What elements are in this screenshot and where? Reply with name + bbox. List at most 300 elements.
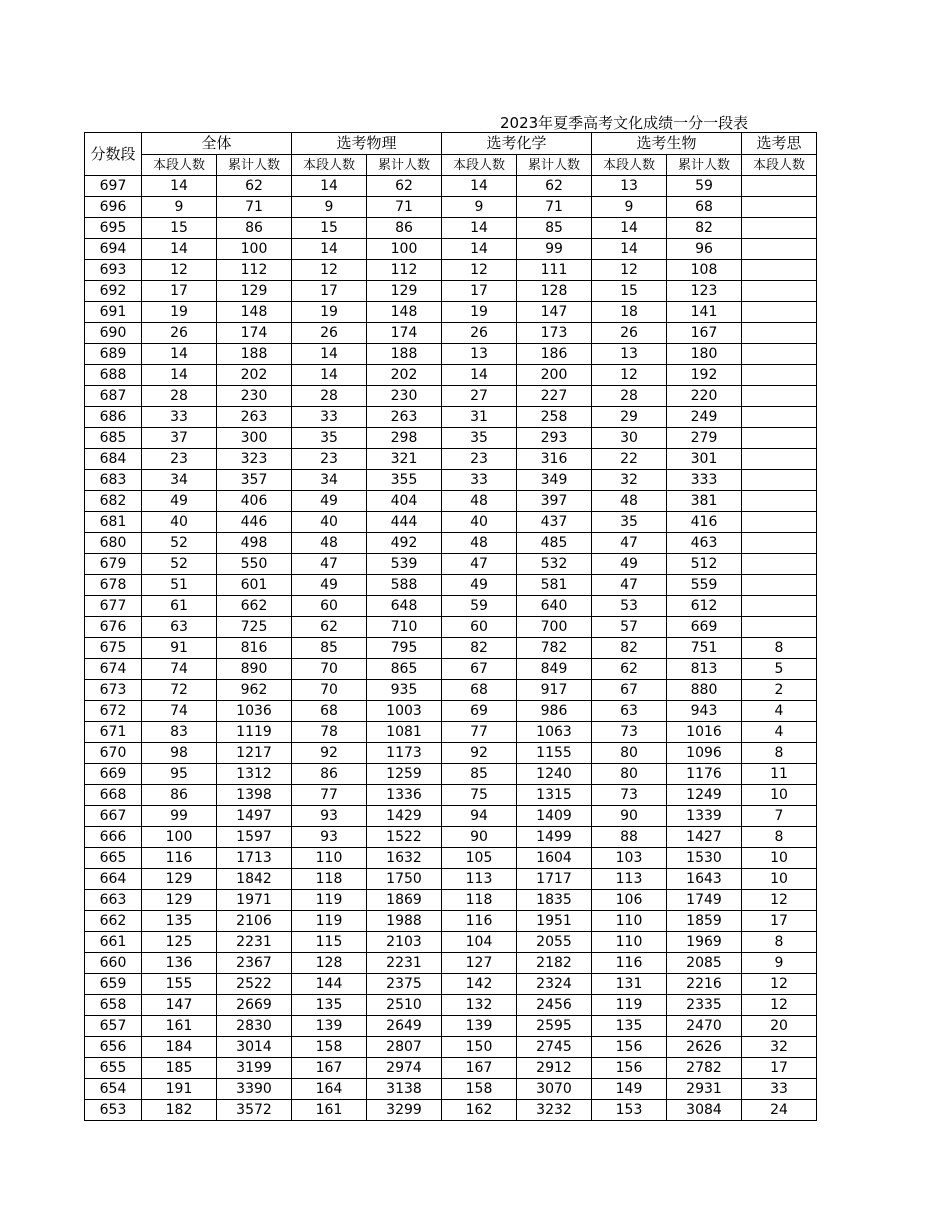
biology-cumulative-cell: 141 bbox=[667, 302, 742, 323]
physics-cumulative-cell: 3138 bbox=[367, 1079, 442, 1100]
chemistry-cumulative-cell: 293 bbox=[517, 428, 592, 449]
all-segment-cell: 86 bbox=[142, 785, 217, 806]
all-segment-cell: 136 bbox=[142, 953, 217, 974]
score-cell: 673 bbox=[85, 680, 142, 701]
physics-cumulative-cell: 62 bbox=[367, 176, 442, 197]
table-row bbox=[85, 344, 817, 365]
chemistry-cumulative-cell: 3232 bbox=[517, 1100, 592, 1121]
politics-segment-cell bbox=[742, 197, 817, 218]
all-segment-cell: 74 bbox=[142, 701, 217, 722]
all-cumulative-cell: 3390 bbox=[217, 1079, 292, 1100]
physics-cumulative-cell: 1003 bbox=[367, 701, 442, 722]
chemistry-cumulative-cell: 1409 bbox=[517, 806, 592, 827]
table-row bbox=[85, 176, 817, 197]
chemistry-cumulative-cell: 147 bbox=[517, 302, 592, 323]
sub-header: 累计人数 bbox=[517, 155, 592, 176]
score-cell: 672 bbox=[85, 701, 142, 722]
all-cumulative-cell: 550 bbox=[217, 554, 292, 575]
physics-segment-cell: 93 bbox=[292, 806, 367, 827]
chemistry-segment-cell: 49 bbox=[442, 575, 517, 596]
chemistry-segment-cell: 68 bbox=[442, 680, 517, 701]
table-row bbox=[85, 638, 817, 659]
sub-header: 本段人数 bbox=[742, 155, 817, 176]
politics-segment-cell bbox=[742, 176, 817, 197]
table-row bbox=[85, 869, 817, 890]
sub-header: 累计人数 bbox=[367, 155, 442, 176]
chemistry-segment-cell: 118 bbox=[442, 890, 517, 911]
physics-segment-cell: 26 bbox=[292, 323, 367, 344]
physics-segment-cell: 70 bbox=[292, 659, 367, 680]
all-cumulative-cell: 2367 bbox=[217, 953, 292, 974]
physics-cumulative-cell: 2103 bbox=[367, 932, 442, 953]
biology-segment-cell: 9 bbox=[592, 197, 667, 218]
score-cell: 674 bbox=[85, 659, 142, 680]
politics-segment-cell bbox=[742, 386, 817, 407]
biology-segment-cell: 62 bbox=[592, 659, 667, 680]
score-cell: 655 bbox=[85, 1058, 142, 1079]
chemistry-segment-cell: 23 bbox=[442, 449, 517, 470]
politics-segment-cell bbox=[742, 365, 817, 386]
biology-segment-cell: 135 bbox=[592, 1016, 667, 1037]
physics-cumulative-cell: 795 bbox=[367, 638, 442, 659]
physics-cumulative-cell: 444 bbox=[367, 512, 442, 533]
chemistry-cumulative-cell: 2182 bbox=[517, 953, 592, 974]
chemistry-cumulative-cell: 186 bbox=[517, 344, 592, 365]
table-body bbox=[85, 176, 817, 1121]
biology-cumulative-cell: 82 bbox=[667, 218, 742, 239]
all-segment-cell: 147 bbox=[142, 995, 217, 1016]
biology-segment-cell: 82 bbox=[592, 638, 667, 659]
chemistry-segment-cell: 116 bbox=[442, 911, 517, 932]
politics-segment-cell bbox=[742, 596, 817, 617]
biology-cumulative-cell: 512 bbox=[667, 554, 742, 575]
score-cell: 659 bbox=[85, 974, 142, 995]
physics-cumulative-cell: 355 bbox=[367, 470, 442, 491]
chemistry-cumulative-cell: 173 bbox=[517, 323, 592, 344]
all-segment-cell: 52 bbox=[142, 533, 217, 554]
chemistry-segment-cell: 150 bbox=[442, 1037, 517, 1058]
biology-cumulative-cell: 1427 bbox=[667, 827, 742, 848]
physics-cumulative-cell: 2231 bbox=[367, 953, 442, 974]
physics-segment-cell: 70 bbox=[292, 680, 367, 701]
politics-segment-cell bbox=[742, 470, 817, 491]
group-header-chemistry: 选考化学 bbox=[442, 133, 592, 155]
biology-cumulative-cell: 3084 bbox=[667, 1100, 742, 1121]
table-row bbox=[85, 827, 817, 848]
physics-cumulative-cell: 112 bbox=[367, 260, 442, 281]
biology-cumulative-cell: 751 bbox=[667, 638, 742, 659]
chemistry-segment-cell: 14 bbox=[442, 239, 517, 260]
physics-segment-cell: 93 bbox=[292, 827, 367, 848]
chemistry-cumulative-cell: 99 bbox=[517, 239, 592, 260]
chemistry-cumulative-cell: 986 bbox=[517, 701, 592, 722]
biology-cumulative-cell: 333 bbox=[667, 470, 742, 491]
biology-cumulative-cell: 813 bbox=[667, 659, 742, 680]
biology-segment-cell: 57 bbox=[592, 617, 667, 638]
politics-segment-cell bbox=[742, 491, 817, 512]
biology-segment-cell: 113 bbox=[592, 869, 667, 890]
chemistry-segment-cell: 67 bbox=[442, 659, 517, 680]
chemistry-cumulative-cell: 437 bbox=[517, 512, 592, 533]
score-cell: 676 bbox=[85, 617, 142, 638]
physics-cumulative-cell: 648 bbox=[367, 596, 442, 617]
biology-segment-cell: 29 bbox=[592, 407, 667, 428]
chemistry-segment-cell: 90 bbox=[442, 827, 517, 848]
score-cell: 660 bbox=[85, 953, 142, 974]
chemistry-segment-cell: 35 bbox=[442, 428, 517, 449]
physics-cumulative-cell: 129 bbox=[367, 281, 442, 302]
all-cumulative-cell: 725 bbox=[217, 617, 292, 638]
all-cumulative-cell: 1597 bbox=[217, 827, 292, 848]
politics-segment-cell: 9 bbox=[742, 953, 817, 974]
biology-cumulative-cell: 1859 bbox=[667, 911, 742, 932]
biology-segment-cell: 80 bbox=[592, 743, 667, 764]
biology-segment-cell: 32 bbox=[592, 470, 667, 491]
physics-cumulative-cell: 321 bbox=[367, 449, 442, 470]
politics-segment-cell bbox=[742, 554, 817, 575]
biology-cumulative-cell: 669 bbox=[667, 617, 742, 638]
biology-segment-cell: 15 bbox=[592, 281, 667, 302]
score-cell: 691 bbox=[85, 302, 142, 323]
all-segment-cell: 182 bbox=[142, 1100, 217, 1121]
all-segment-cell: 19 bbox=[142, 302, 217, 323]
chemistry-cumulative-cell: 62 bbox=[517, 176, 592, 197]
chemistry-cumulative-cell: 128 bbox=[517, 281, 592, 302]
table-row bbox=[85, 617, 817, 638]
physics-cumulative-cell: 865 bbox=[367, 659, 442, 680]
physics-segment-cell: 161 bbox=[292, 1100, 367, 1121]
chemistry-cumulative-cell: 485 bbox=[517, 533, 592, 554]
physics-segment-cell: 77 bbox=[292, 785, 367, 806]
biology-cumulative-cell: 180 bbox=[667, 344, 742, 365]
table-row bbox=[85, 470, 817, 491]
chemistry-segment-cell: 142 bbox=[442, 974, 517, 995]
biology-segment-cell: 12 bbox=[592, 365, 667, 386]
chemistry-cumulative-cell: 316 bbox=[517, 449, 592, 470]
score-cell: 656 bbox=[85, 1037, 142, 1058]
chemistry-segment-cell: 48 bbox=[442, 533, 517, 554]
chemistry-segment-cell: 104 bbox=[442, 932, 517, 953]
biology-segment-cell: 13 bbox=[592, 344, 667, 365]
all-cumulative-cell: 2830 bbox=[217, 1016, 292, 1037]
all-cumulative-cell: 62 bbox=[217, 176, 292, 197]
score-cell: 677 bbox=[85, 596, 142, 617]
biology-segment-cell: 12 bbox=[592, 260, 667, 281]
physics-cumulative-cell: 263 bbox=[367, 407, 442, 428]
chemistry-cumulative-cell: 1240 bbox=[517, 764, 592, 785]
physics-cumulative-cell: 100 bbox=[367, 239, 442, 260]
all-cumulative-cell: 86 bbox=[217, 218, 292, 239]
table-row bbox=[85, 974, 817, 995]
score-cell: 670 bbox=[85, 743, 142, 764]
biology-cumulative-cell: 192 bbox=[667, 365, 742, 386]
physics-segment-cell: 68 bbox=[292, 701, 367, 722]
all-cumulative-cell: 148 bbox=[217, 302, 292, 323]
sub-header: 累计人数 bbox=[667, 155, 742, 176]
physics-cumulative-cell: 202 bbox=[367, 365, 442, 386]
biology-segment-cell: 14 bbox=[592, 239, 667, 260]
biology-segment-cell: 149 bbox=[592, 1079, 667, 1100]
all-segment-cell: 125 bbox=[142, 932, 217, 953]
all-cumulative-cell: 71 bbox=[217, 197, 292, 218]
politics-segment-cell bbox=[742, 302, 817, 323]
all-cumulative-cell: 446 bbox=[217, 512, 292, 533]
biology-segment-cell: 131 bbox=[592, 974, 667, 995]
all-cumulative-cell: 662 bbox=[217, 596, 292, 617]
biology-cumulative-cell: 1749 bbox=[667, 890, 742, 911]
all-segment-cell: 34 bbox=[142, 470, 217, 491]
chemistry-segment-cell: 167 bbox=[442, 1058, 517, 1079]
all-segment-cell: 100 bbox=[142, 827, 217, 848]
group-header-biology: 选考生物 bbox=[592, 133, 742, 155]
physics-segment-cell: 14 bbox=[292, 239, 367, 260]
chemistry-segment-cell: 92 bbox=[442, 743, 517, 764]
table-row bbox=[85, 806, 817, 827]
chemistry-segment-cell: 69 bbox=[442, 701, 517, 722]
physics-segment-cell: 49 bbox=[292, 575, 367, 596]
all-cumulative-cell: 1217 bbox=[217, 743, 292, 764]
score-cell: 657 bbox=[85, 1016, 142, 1037]
all-segment-cell: 28 bbox=[142, 386, 217, 407]
biology-segment-cell: 153 bbox=[592, 1100, 667, 1121]
physics-cumulative-cell: 2974 bbox=[367, 1058, 442, 1079]
physics-segment-cell: 33 bbox=[292, 407, 367, 428]
physics-segment-cell: 139 bbox=[292, 1016, 367, 1037]
biology-segment-cell: 110 bbox=[592, 932, 667, 953]
politics-segment-cell: 24 bbox=[742, 1100, 817, 1121]
chemistry-cumulative-cell: 2324 bbox=[517, 974, 592, 995]
all-segment-cell: 15 bbox=[142, 218, 217, 239]
chemistry-segment-cell: 60 bbox=[442, 617, 517, 638]
score-cell: 693 bbox=[85, 260, 142, 281]
table-row bbox=[85, 386, 817, 407]
table-row bbox=[85, 239, 817, 260]
physics-segment-cell: 86 bbox=[292, 764, 367, 785]
physics-segment-cell: 135 bbox=[292, 995, 367, 1016]
score-cell: 663 bbox=[85, 890, 142, 911]
table-row bbox=[85, 1100, 817, 1121]
all-segment-cell: 33 bbox=[142, 407, 217, 428]
all-cumulative-cell: 323 bbox=[217, 449, 292, 470]
biology-cumulative-cell: 68 bbox=[667, 197, 742, 218]
politics-segment-cell: 8 bbox=[742, 638, 817, 659]
score-column-header: 分数段 bbox=[85, 133, 142, 176]
biology-cumulative-cell: 59 bbox=[667, 176, 742, 197]
physics-cumulative-cell: 1081 bbox=[367, 722, 442, 743]
chemistry-cumulative-cell: 581 bbox=[517, 575, 592, 596]
biology-cumulative-cell: 463 bbox=[667, 533, 742, 554]
chemistry-segment-cell: 14 bbox=[442, 176, 517, 197]
score-cell: 682 bbox=[85, 491, 142, 512]
physics-cumulative-cell: 1259 bbox=[367, 764, 442, 785]
table-row bbox=[85, 701, 817, 722]
chemistry-cumulative-cell: 258 bbox=[517, 407, 592, 428]
chemistry-cumulative-cell: 1717 bbox=[517, 869, 592, 890]
chemistry-segment-cell: 158 bbox=[442, 1079, 517, 1100]
score-cell: 694 bbox=[85, 239, 142, 260]
all-cumulative-cell: 816 bbox=[217, 638, 292, 659]
score-cell: 688 bbox=[85, 365, 142, 386]
table-row bbox=[85, 596, 817, 617]
all-cumulative-cell: 601 bbox=[217, 575, 292, 596]
score-cell: 665 bbox=[85, 848, 142, 869]
biology-segment-cell: 80 bbox=[592, 764, 667, 785]
physics-segment-cell: 35 bbox=[292, 428, 367, 449]
table-row bbox=[85, 281, 817, 302]
table-row bbox=[85, 575, 817, 596]
all-cumulative-cell: 100 bbox=[217, 239, 292, 260]
biology-segment-cell: 63 bbox=[592, 701, 667, 722]
biology-segment-cell: 90 bbox=[592, 806, 667, 827]
chemistry-cumulative-cell: 1951 bbox=[517, 911, 592, 932]
politics-segment-cell: 17 bbox=[742, 1058, 817, 1079]
physics-segment-cell: 47 bbox=[292, 554, 367, 575]
biology-cumulative-cell: 2626 bbox=[667, 1037, 742, 1058]
physics-cumulative-cell: 1869 bbox=[367, 890, 442, 911]
politics-segment-cell: 8 bbox=[742, 932, 817, 953]
politics-segment-cell bbox=[742, 323, 817, 344]
score-cell: 680 bbox=[85, 533, 142, 554]
politics-segment-cell: 4 bbox=[742, 722, 817, 743]
chemistry-segment-cell: 19 bbox=[442, 302, 517, 323]
physics-cumulative-cell: 86 bbox=[367, 218, 442, 239]
physics-cumulative-cell: 935 bbox=[367, 680, 442, 701]
physics-segment-cell: 14 bbox=[292, 365, 367, 386]
physics-cumulative-cell: 539 bbox=[367, 554, 442, 575]
sub-header: 累计人数 bbox=[217, 155, 292, 176]
all-cumulative-cell: 202 bbox=[217, 365, 292, 386]
score-cell: 690 bbox=[85, 323, 142, 344]
biology-segment-cell: 22 bbox=[592, 449, 667, 470]
all-segment-cell: 37 bbox=[142, 428, 217, 449]
all-cumulative-cell: 1497 bbox=[217, 806, 292, 827]
politics-segment-cell: 11 bbox=[742, 764, 817, 785]
score-cell: 681 bbox=[85, 512, 142, 533]
physics-segment-cell: 28 bbox=[292, 386, 367, 407]
politics-segment-cell: 7 bbox=[742, 806, 817, 827]
all-cumulative-cell: 498 bbox=[217, 533, 292, 554]
score-cell: 687 bbox=[85, 386, 142, 407]
table-row bbox=[85, 197, 817, 218]
table-row bbox=[85, 302, 817, 323]
biology-cumulative-cell: 249 bbox=[667, 407, 742, 428]
table-row bbox=[85, 1079, 817, 1100]
biology-cumulative-cell: 1969 bbox=[667, 932, 742, 953]
physics-cumulative-cell: 2510 bbox=[367, 995, 442, 1016]
all-cumulative-cell: 357 bbox=[217, 470, 292, 491]
physics-cumulative-cell: 298 bbox=[367, 428, 442, 449]
biology-cumulative-cell: 559 bbox=[667, 575, 742, 596]
chemistry-segment-cell: 127 bbox=[442, 953, 517, 974]
chemistry-segment-cell: 82 bbox=[442, 638, 517, 659]
table-row bbox=[85, 449, 817, 470]
physics-segment-cell: 144 bbox=[292, 974, 367, 995]
politics-segment-cell bbox=[742, 428, 817, 449]
all-segment-cell: 83 bbox=[142, 722, 217, 743]
all-segment-cell: 161 bbox=[142, 1016, 217, 1037]
table-row bbox=[85, 785, 817, 806]
sub-header: 本段人数 bbox=[442, 155, 517, 176]
all-segment-cell: 14 bbox=[142, 239, 217, 260]
all-cumulative-cell: 300 bbox=[217, 428, 292, 449]
all-cumulative-cell: 890 bbox=[217, 659, 292, 680]
all-segment-cell: 185 bbox=[142, 1058, 217, 1079]
physics-segment-cell: 167 bbox=[292, 1058, 367, 1079]
biology-segment-cell: 156 bbox=[592, 1037, 667, 1058]
politics-segment-cell: 8 bbox=[742, 743, 817, 764]
biology-cumulative-cell: 612 bbox=[667, 596, 742, 617]
chemistry-segment-cell: 14 bbox=[442, 218, 517, 239]
physics-cumulative-cell: 188 bbox=[367, 344, 442, 365]
all-cumulative-cell: 263 bbox=[217, 407, 292, 428]
score-cell: 668 bbox=[85, 785, 142, 806]
biology-segment-cell: 110 bbox=[592, 911, 667, 932]
score-cell: 669 bbox=[85, 764, 142, 785]
biology-cumulative-cell: 2216 bbox=[667, 974, 742, 995]
chemistry-cumulative-cell: 227 bbox=[517, 386, 592, 407]
chemistry-segment-cell: 85 bbox=[442, 764, 517, 785]
table-row bbox=[85, 722, 817, 743]
biology-segment-cell: 156 bbox=[592, 1058, 667, 1079]
score-cell: 675 bbox=[85, 638, 142, 659]
biology-cumulative-cell: 2085 bbox=[667, 953, 742, 974]
table-row bbox=[85, 659, 817, 680]
biology-cumulative-cell: 1339 bbox=[667, 806, 742, 827]
biology-segment-cell: 88 bbox=[592, 827, 667, 848]
chemistry-segment-cell: 139 bbox=[442, 1016, 517, 1037]
score-cell: 679 bbox=[85, 554, 142, 575]
biology-cumulative-cell: 1249 bbox=[667, 785, 742, 806]
chemistry-cumulative-cell: 532 bbox=[517, 554, 592, 575]
all-segment-cell: 129 bbox=[142, 869, 217, 890]
politics-segment-cell: 33 bbox=[742, 1079, 817, 1100]
physics-cumulative-cell: 710 bbox=[367, 617, 442, 638]
all-segment-cell: 14 bbox=[142, 176, 217, 197]
politics-segment-cell bbox=[742, 239, 817, 260]
score-cell: 667 bbox=[85, 806, 142, 827]
biology-cumulative-cell: 1096 bbox=[667, 743, 742, 764]
score-cell: 658 bbox=[85, 995, 142, 1016]
politics-segment-cell: 12 bbox=[742, 890, 817, 911]
biology-segment-cell: 30 bbox=[592, 428, 667, 449]
physics-cumulative-cell: 2649 bbox=[367, 1016, 442, 1037]
biology-cumulative-cell: 943 bbox=[667, 701, 742, 722]
chemistry-segment-cell: 77 bbox=[442, 722, 517, 743]
sub-header: 本段人数 bbox=[292, 155, 367, 176]
physics-segment-cell: 48 bbox=[292, 533, 367, 554]
score-cell: 664 bbox=[85, 869, 142, 890]
biology-cumulative-cell: 167 bbox=[667, 323, 742, 344]
all-segment-cell: 52 bbox=[142, 554, 217, 575]
biology-cumulative-cell: 1016 bbox=[667, 722, 742, 743]
all-cumulative-cell: 2231 bbox=[217, 932, 292, 953]
chemistry-segment-cell: 17 bbox=[442, 281, 517, 302]
score-cell: 695 bbox=[85, 218, 142, 239]
table-row bbox=[85, 743, 817, 764]
all-cumulative-cell: 3199 bbox=[217, 1058, 292, 1079]
chemistry-cumulative-cell: 849 bbox=[517, 659, 592, 680]
chemistry-cumulative-cell: 700 bbox=[517, 617, 592, 638]
physics-segment-cell: 12 bbox=[292, 260, 367, 281]
all-cumulative-cell: 230 bbox=[217, 386, 292, 407]
biology-cumulative-cell: 220 bbox=[667, 386, 742, 407]
physics-cumulative-cell: 404 bbox=[367, 491, 442, 512]
table-row bbox=[85, 1058, 817, 1079]
score-cell: 686 bbox=[85, 407, 142, 428]
physics-segment-cell: 85 bbox=[292, 638, 367, 659]
all-segment-cell: 12 bbox=[142, 260, 217, 281]
chemistry-cumulative-cell: 917 bbox=[517, 680, 592, 701]
